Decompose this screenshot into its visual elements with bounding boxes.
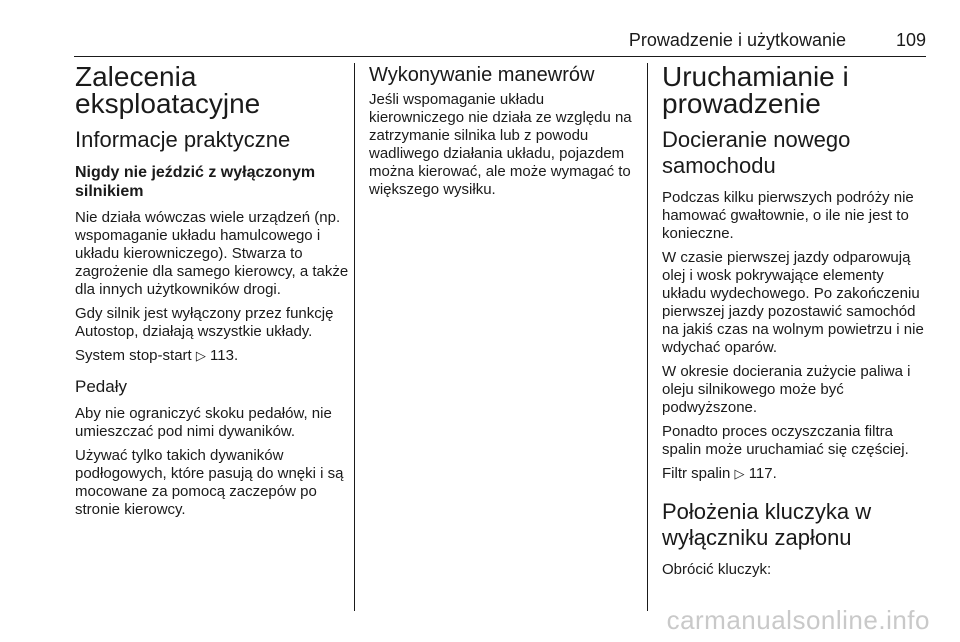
paragraph: Jeśli wspomaganie układu kierowniczego nie działa ze względu na zatrzymanie silnika lub z powodu wadliwego działania układu, pojazdem można kierować, ale może wymagać to większego wysiłku. [369,91,632,198]
subsection-title: Położenia kluczyka w wyłączniku zapłonu [662,499,872,550]
reference-arrow-icon: ▷ [734,466,745,481]
subheading: Pedały [75,377,127,396]
subsection-title: Docieranie nowego samochodu [662,127,851,178]
watermark: carmanualsonline.info [666,605,930,635]
reference-page: 113. [210,347,239,364]
section-title: Uruchamianie i prowadzenie [662,61,849,119]
reference-label: System stop-start [75,347,192,364]
bold-heading: Nigdy nie jeździć z wyłączonym silnikiem [75,164,316,200]
paragraph: Obrócić kluczyk: [662,561,772,578]
cross-reference[interactable] [662,465,928,483]
section-title: Wykonywanie manewrów [369,64,595,86]
page-number: 109 [895,30,926,50]
paragraph: Podczas kilku pierwszych podróży nie hamować gwałtownie, o ile nie jest to konieczne. [662,189,914,242]
paragraph: W okresie docierania zużycie paliwa i oleju silnikowego może być podwyższone. [662,363,911,416]
reference-page: 117. [748,465,777,482]
column-2 [369,63,641,205]
column-divider-1 [354,63,355,611]
column-divider-2 [647,63,648,611]
page-header [0,26,960,56]
reference-arrow-icon: ▷ [195,348,206,363]
paragraph: Aby nie ograniczyć skoku pedałów, nie umieszczać pod nimi dywaników. [75,405,332,440]
column-1 [75,63,353,525]
paragraph: W czasie pierwszej jazdy odparowują olej i wosk pokrywające elementy układu wydechowego. Po zakończeniu pierwszej jazdy pozostawić samochód na jakiś czas na wolnym powietrzu i nie wdychać oparów. [662,249,924,356]
header-rule [74,56,926,57]
column-3 [662,63,928,585]
paragraph: Używać tylko takich dywaników podłogowych, które pasują do wnęki i są mocowane za pomocą zaczepów po stronie kierowcy. [75,447,344,518]
subsection-title: Informacje praktyczne [75,127,291,152]
section-title: Zalecenia eksploatacyjne [75,61,261,119]
paragraph: Nie działa wówczas wiele urządzeń (np. wspomaganie układu hamulcowego i układu kierowniczego). Stwarza to zagrożenie dla samego kierowcy, a także dla innych użytkowników drogi. [75,209,349,298]
paragraph: Ponadto proces oczyszczania filtra spalin może uruchamiać się częściej. [662,423,909,458]
running-header-title: Prowadzenie i użytkowanie [628,30,846,50]
reference-label: Filtr spalin [662,465,731,482]
cross-reference[interactable] [75,347,353,365]
paragraph: Gdy silnik jest wyłączony przez funkcję Autostop, działają wszystkie układy. [75,305,334,340]
